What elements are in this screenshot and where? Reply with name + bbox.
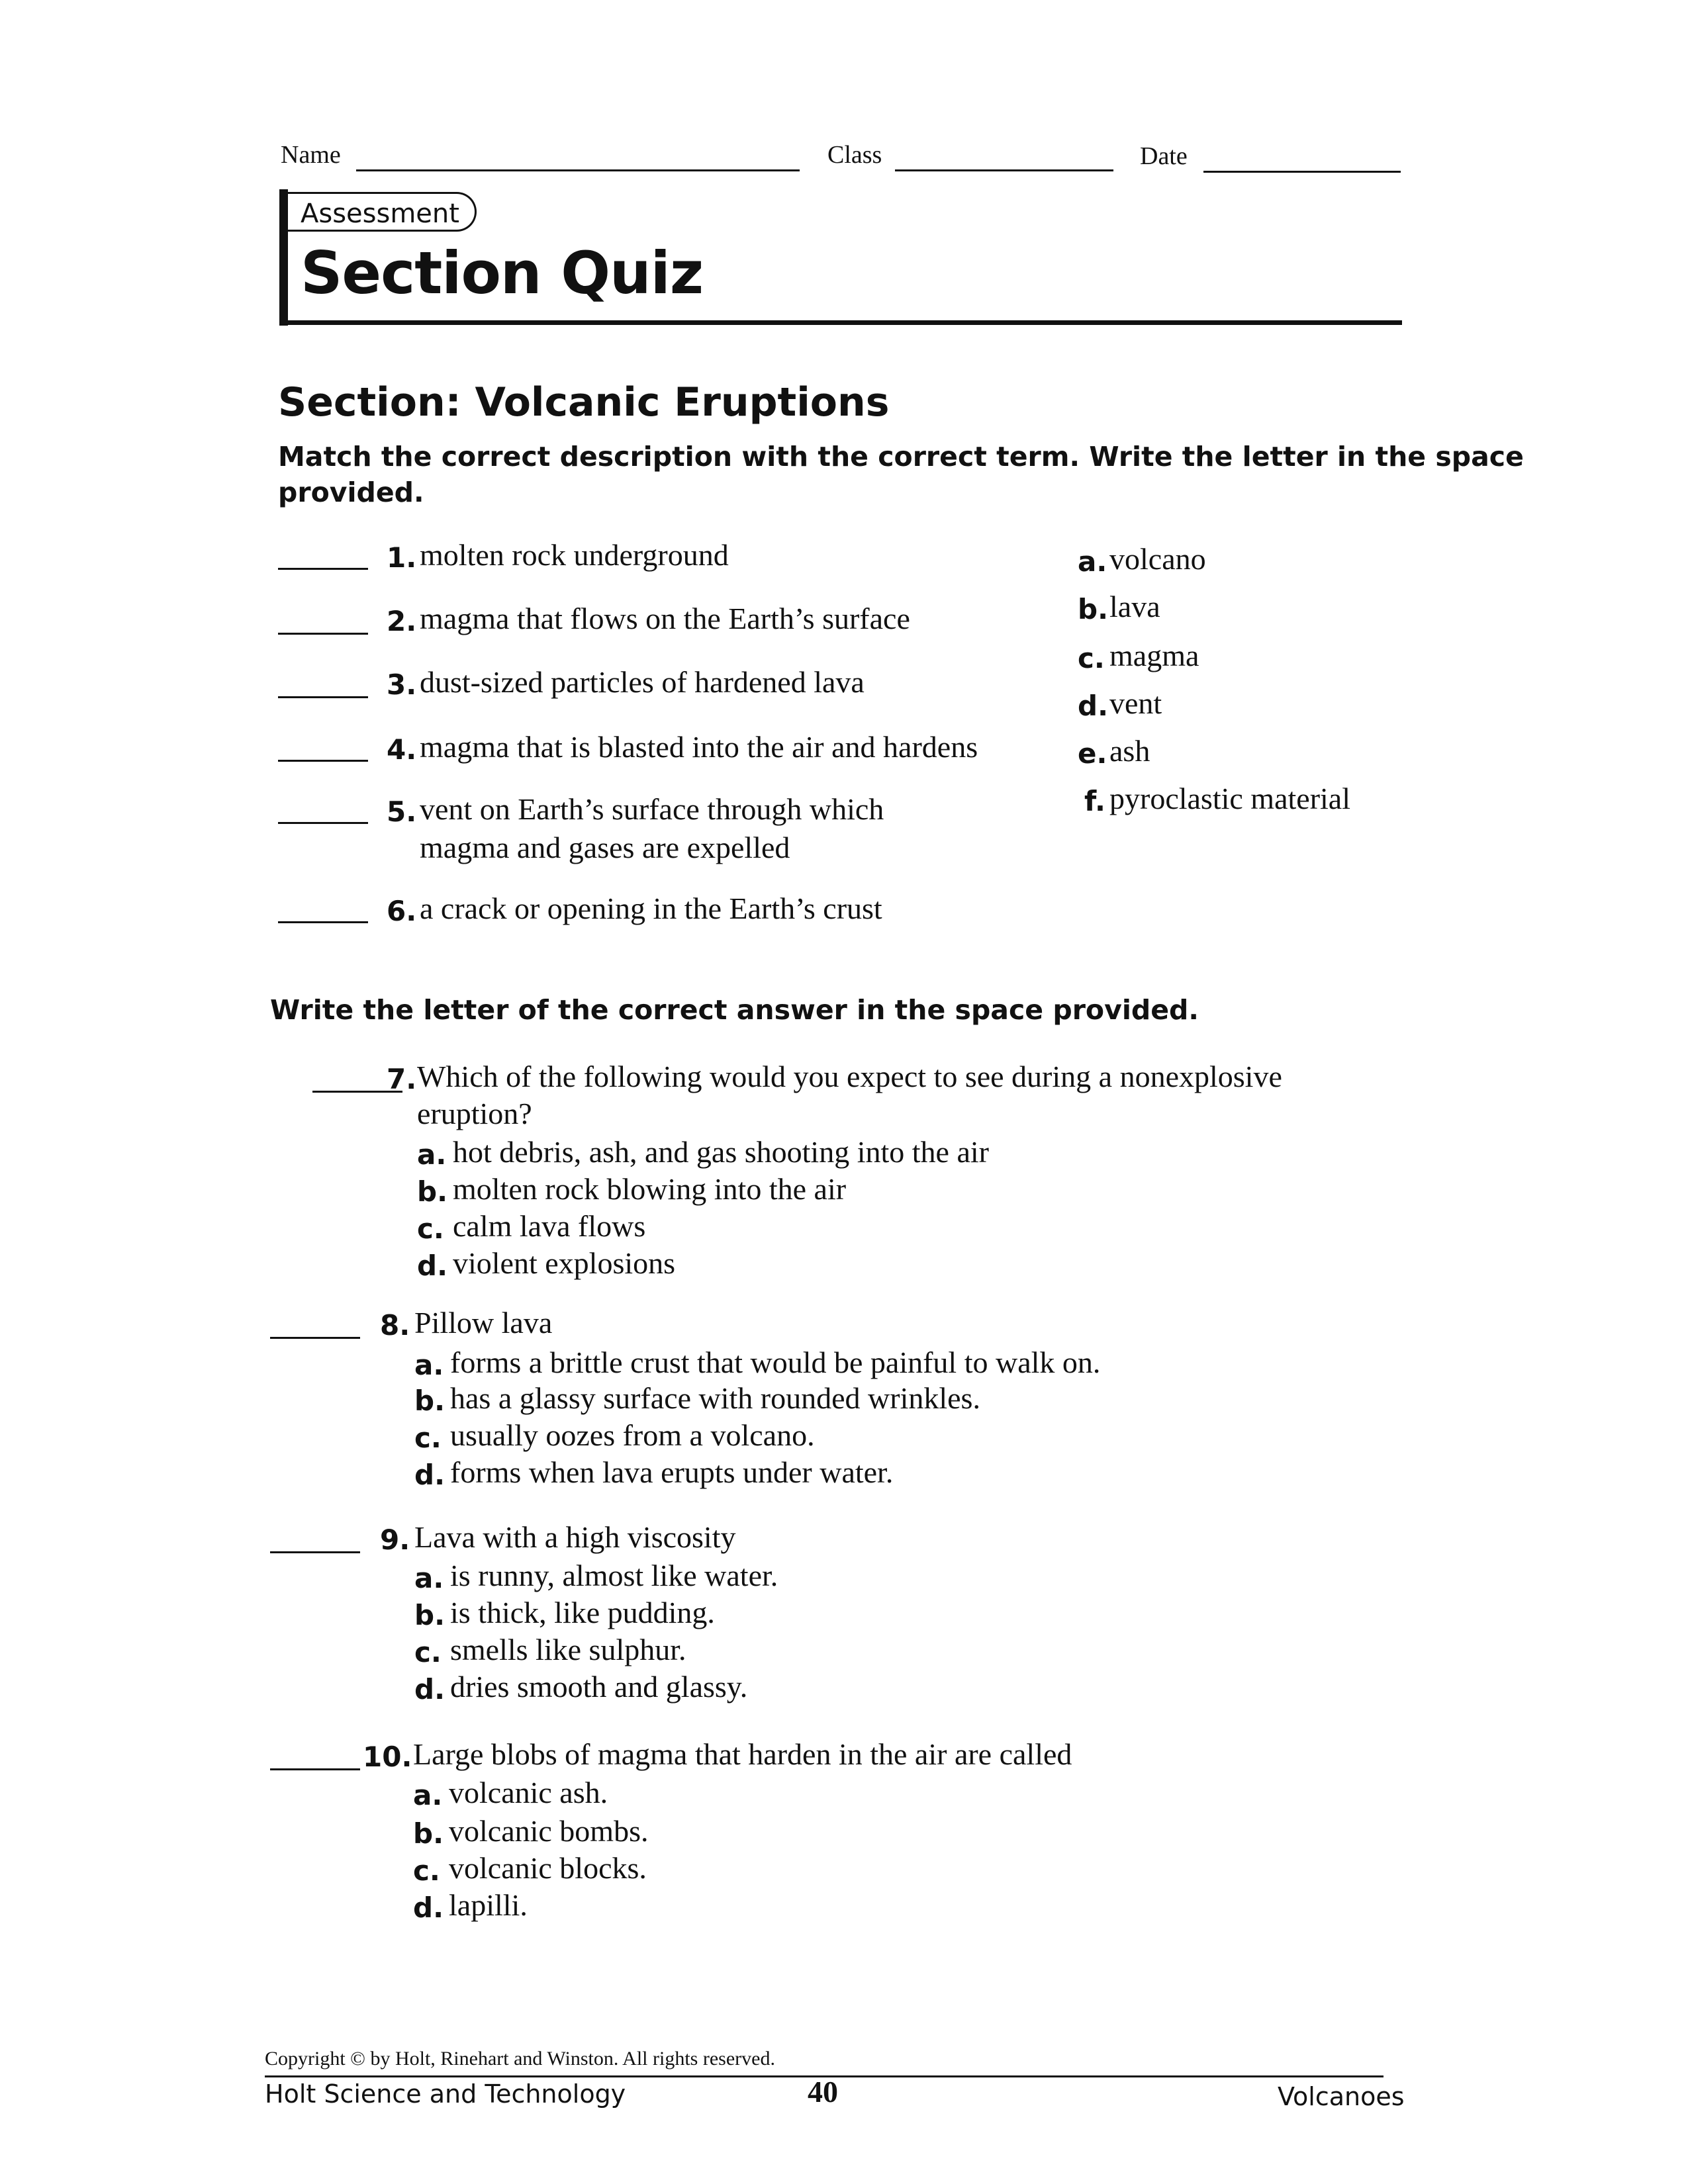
section-title: Section: Volcanic Eruptions <box>278 379 890 426</box>
option-letter: b. <box>414 1599 445 1631</box>
answer-blank-8[interactable] <box>270 1337 360 1339</box>
option-text: volcanic bombs. <box>449 1814 649 1848</box>
option-text: lapilli. <box>449 1888 528 1922</box>
publisher-name: Holt Science and Technology <box>265 2079 626 2109</box>
answer-blank-6[interactable] <box>278 921 368 923</box>
option-text: is thick, like pudding. <box>450 1596 715 1629</box>
question-text: Pillow lava <box>414 1306 553 1340</box>
option-text: calm lava flows <box>453 1209 646 1243</box>
matching-item-text-continued: magma and gases are expelled <box>420 831 790 864</box>
page-title: Section Quiz <box>301 239 704 307</box>
multiple-choice-instruction: Write the letter of the correct answer in the space provided. <box>270 994 1199 1026</box>
matching-instruction-line1: Match the correct description with the correct term. Write the letter in the space <box>278 441 1524 473</box>
matching-instruction-line2: provided. <box>278 477 424 508</box>
question-number: 9. <box>380 1524 410 1556</box>
matching-item-text: vent on Earth’s surface through which <box>420 792 884 826</box>
option-letter: a. <box>413 1779 443 1811</box>
copyright-notice: Copyright © by Holt, Rinehart and Winston. All rights reserved. <box>265 2048 775 2070</box>
option-letter: a. <box>414 1562 444 1594</box>
option-letter: c. <box>417 1212 444 1245</box>
question-number: 10. <box>363 1741 412 1773</box>
option-text: smells like sulphur. <box>450 1633 686 1666</box>
question-number: 5. <box>387 796 417 828</box>
question-text-continued: eruption? <box>417 1097 532 1130</box>
option-letter: c. <box>414 1636 442 1668</box>
option-letter: a. <box>414 1349 444 1381</box>
term-letter: c. <box>1078 642 1105 674</box>
option-letter: b. <box>414 1385 445 1417</box>
term-letter: d. <box>1078 690 1109 722</box>
option-text: usually oozes from a volcano. <box>450 1418 815 1452</box>
question-number: 8. <box>380 1309 410 1342</box>
term-text: volcano <box>1109 542 1206 576</box>
term-text: magma <box>1109 639 1199 672</box>
option-text: hot debris, ash, and gas shooting into the air <box>453 1135 989 1169</box>
assessment-tab: Assessment <box>281 192 477 232</box>
option-text: has a glassy surface with rounded wrinkles. <box>450 1381 980 1415</box>
class-field[interactable] <box>895 169 1113 171</box>
term-letter: e. <box>1078 737 1107 770</box>
option-text: volcanic blocks. <box>449 1851 647 1885</box>
page-number: 40 <box>808 2075 838 2109</box>
option-text: forms a brittle crust that would be painful to walk on. <box>450 1345 1101 1379</box>
matching-item-text: molten rock underground <box>420 538 729 572</box>
term-letter: a. <box>1078 545 1107 578</box>
title-divider <box>279 320 1402 325</box>
option-text: volcanic ash. <box>449 1776 608 1809</box>
option-text: is runny, almost like water. <box>450 1559 778 1592</box>
matching-item-text: dust-sized particles of hardened lava <box>420 665 865 699</box>
answer-blank-9[interactable] <box>270 1551 360 1553</box>
term-text: lava <box>1109 590 1160 623</box>
option-letter: b. <box>417 1175 448 1208</box>
question-text: Lava with a high viscosity <box>414 1520 736 1554</box>
question-number: 4. <box>387 733 417 766</box>
term-letter: b. <box>1078 593 1109 625</box>
option-letter: d. <box>417 1250 448 1282</box>
class-label: Class <box>827 141 882 169</box>
date-label: Date <box>1140 142 1188 170</box>
term-text: pyroclastic material <box>1109 782 1351 815</box>
question-text: Large blobs of magma that harden in the air are called <box>413 1737 1072 1771</box>
question-number: 6. <box>387 895 417 927</box>
option-letter: a. <box>417 1138 447 1171</box>
answer-blank-5[interactable] <box>278 822 368 824</box>
option-text: dries smooth and glassy. <box>450 1670 748 1704</box>
option-letter: d. <box>413 1891 444 1924</box>
option-letter: c. <box>414 1422 442 1454</box>
option-text: molten rock blowing into the air <box>453 1172 847 1206</box>
matching-item-text: magma that is blasted into the air and hardens <box>420 730 978 764</box>
matching-item-text: a crack or opening in the Earth’s crust <box>420 891 882 925</box>
term-text: vent <box>1109 686 1162 720</box>
option-letter: d. <box>414 1459 445 1491</box>
term-text: ash <box>1109 734 1150 768</box>
answer-blank-4[interactable] <box>278 760 368 762</box>
option-letter: b. <box>413 1817 444 1850</box>
question-text: Which of the following would you expect to see during a nonexplosive <box>417 1060 1282 1093</box>
question-number: 2. <box>387 605 417 637</box>
question-number: 3. <box>387 668 417 701</box>
answer-blank-3[interactable] <box>278 696 368 698</box>
option-text: forms when lava erupts under water. <box>450 1455 894 1489</box>
answer-blank-1[interactable] <box>278 568 368 570</box>
question-number: 1. <box>387 541 417 574</box>
answer-blank-10[interactable] <box>270 1768 360 1770</box>
option-letter: d. <box>414 1673 445 1706</box>
option-letter: c. <box>413 1854 440 1887</box>
name-field[interactable] <box>356 169 800 171</box>
chapter-name: Volcanoes <box>1278 2082 1405 2111</box>
matching-item-text: magma that flows on the Earth’s surface <box>420 602 910 635</box>
date-field[interactable] <box>1203 171 1401 173</box>
name-label: Name <box>281 141 341 169</box>
answer-blank-2[interactable] <box>278 633 368 635</box>
question-number: 7. <box>387 1063 417 1095</box>
term-letter: f. <box>1084 785 1105 817</box>
option-text: violent explosions <box>453 1246 676 1280</box>
